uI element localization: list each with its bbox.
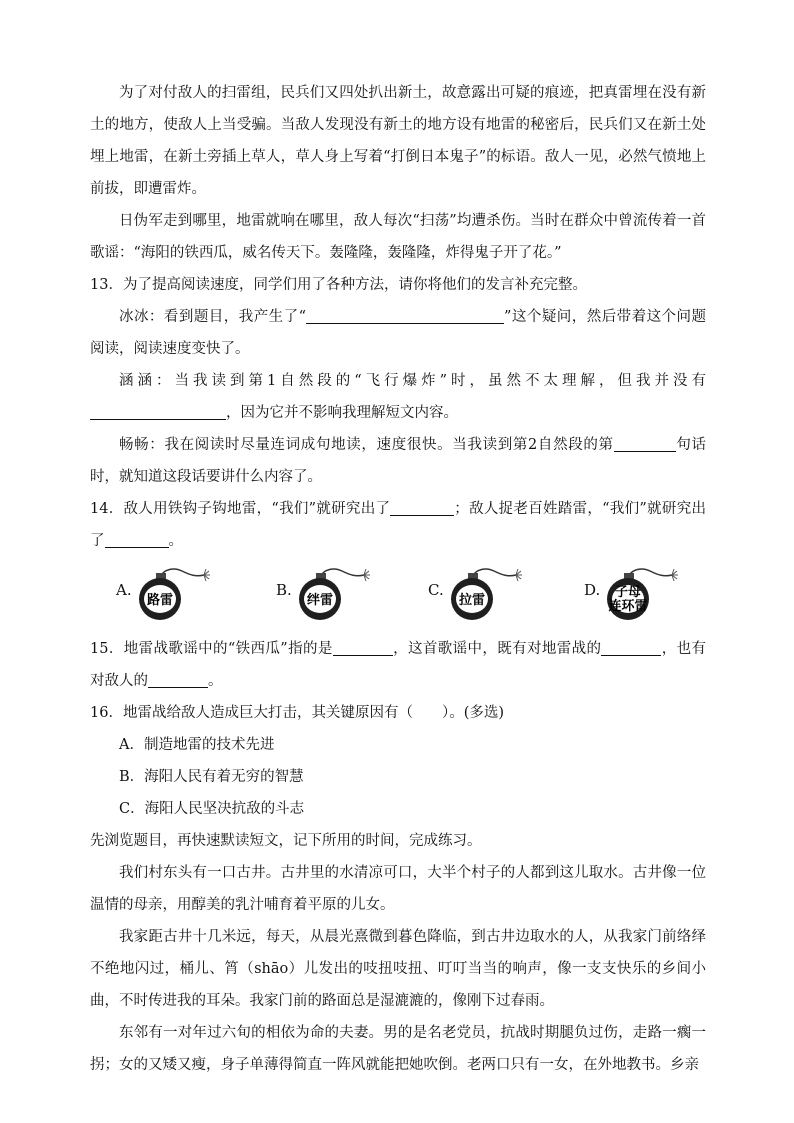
q16-option-b[interactable]: B．海阳人民有着无穷的智慧 xyxy=(119,769,304,785)
question-13-answer-b xyxy=(90,365,706,429)
q13b-text-before: 涵涵：当我读到第1自然段的“飞行爆炸”时，虽然不太理解，但我并没有 xyxy=(119,373,706,389)
q15-text-before: 15．地雷战歌谣中的“铁西瓜”指的是 xyxy=(90,641,333,657)
q14-text-before: 14．敌人用铁钩子钩地雷，“我们”就研究出了 xyxy=(90,501,391,517)
q14-answer-blank-1[interactable] xyxy=(390,499,454,516)
option-b-trip-mine[interactable] xyxy=(276,567,396,617)
question-14-stem xyxy=(90,493,706,557)
option-b-label: 绊雷 xyxy=(306,593,334,608)
q15-answer-blank-3[interactable] xyxy=(148,671,208,688)
option-a-road-mine[interactable] xyxy=(116,567,236,617)
question-13-stem: 13．为了提高阅读速度，同学们用了各种方法，请你将他们的发言补充完整。 xyxy=(90,277,587,293)
q16-option-a[interactable]: A．制造地雷的技术先进 xyxy=(119,737,275,753)
page-content xyxy=(90,77,706,1081)
q15-text-middle-1: ，这首歌谣中，既有对地雷战的 xyxy=(392,641,602,657)
landmine-icon xyxy=(602,567,682,619)
q15-answer-blank-2[interactable] xyxy=(601,639,661,656)
q13a-text-before: 冰冰：看到题目，我产生了“ xyxy=(119,309,307,325)
q15-text-middle-2: ，也有对敌人的 xyxy=(90,641,707,689)
q13a-answer-blank[interactable] xyxy=(306,307,504,324)
q16-option-c[interactable]: C．海阳人民坚决抗敌的斗志 xyxy=(119,801,305,817)
q13b-text-after: ，因为它并不影响我理解短文内容。 xyxy=(226,405,458,421)
option-c-label: 拉雷 xyxy=(458,593,486,608)
question-16-stem: 16．地雷战给敌人造成巨大打击，其关键原因有（ ）。(多选) xyxy=(90,705,505,721)
story1-paragraph-2: 日伪军走到哪里，地雷就响在哪里，敌人每次“扫荡”均遭杀伤。当时在群众中曾流传着一首歌谣：“海阳的铁西瓜，威名传天下。轰隆隆，轰隆隆，炸得鬼子开了花。” xyxy=(90,213,706,261)
option-d-label-line-2: 连环雷 xyxy=(608,599,648,614)
q15-answer-blank-1[interactable] xyxy=(333,639,393,656)
q15-text-after: 。 xyxy=(208,673,223,689)
q13b-answer-blank[interactable] xyxy=(90,403,226,420)
option-c-pull-mine[interactable] xyxy=(428,567,548,617)
story2-paragraph-1: 我们村东头有一口古井。古井里的水清凉可口，大半个村子的人都到这儿取水。古井像一位温情的母亲，用醇美的乳汁哺育着平原的儿女。 xyxy=(90,865,706,913)
story1-paragraph-1: 为了对付敌人的扫雷组，民兵们又四处扒出新土，故意露出可疑的痕迹，把真雷埋在没有新土的地方，使敌人上当受骗。当敌人发现没有新土的地方设有地雷的秘密后，民兵们又在新土处埋上地雷，在新土旁插上草人，草人身上写着“打倒日本鬼子”的标语。敌人一见，必然气愤地上前拔，即遭雷炸。 xyxy=(90,85,706,197)
option-b-letter: B. xyxy=(276,581,292,599)
q14-text-after: 。 xyxy=(168,533,183,549)
q13a-text-after: ”这个疑问，然后带着这个问题阅读，阅读速度变快了。 xyxy=(90,309,706,357)
story2-paragraph-2: 我家距古井十几米远，每天，从晨光熹微到暮色降临，到古井边取水的人，从我家门前络绎不绝地闪过，桶儿、筲（shāo）儿发出的吱扭吱扭、叮叮当当的响声，像一支支快乐的乡间小曲，不时传进我的耳朵。我家门前的路面总是湿漉漉的，像刚下过春雨。 xyxy=(90,929,706,1009)
landmine-icon xyxy=(134,567,214,619)
q14-text-middle: ；敌人捉老百姓踏雷，“我们”就研究出了 xyxy=(90,501,706,549)
q13c-text-before: 畅畅：我在阅读时尽量连词成句地读，速度很快。当我读到第2自然段的第 xyxy=(119,437,614,453)
option-a-label: 路雷 xyxy=(146,593,174,608)
q13c-answer-blank[interactable] xyxy=(614,435,676,452)
landmine-icon xyxy=(446,567,526,619)
option-d-chain-mine[interactable] xyxy=(584,567,704,617)
option-d-letter: D. xyxy=(584,581,601,599)
question-13-answer-a xyxy=(90,301,706,365)
q13c-text-after: 句话时，就知道这段话要讲什么内容了。 xyxy=(90,437,706,485)
question-13-answer-c xyxy=(90,429,706,493)
option-c-letter: C. xyxy=(428,581,444,599)
landmine-icon xyxy=(294,567,374,619)
reading-instruction: 先浏览题目，再快速默读短文，记下所用的时间，完成练习。 xyxy=(90,833,482,849)
q14-answer-blank-2[interactable] xyxy=(105,531,169,548)
story2-paragraph-3: 东邻有一对年过六旬的相依为命的夫妻。男的是名老党员，抗战时期腿负过伤，走路一瘸一拐；女的又矮又瘦，身子单薄得简直一阵风就能把她吹倒。老两口只有一女，在外地教书。乡亲 xyxy=(90,1025,706,1073)
question-15-stem xyxy=(90,633,706,697)
option-d-label-line-1: 子母 xyxy=(614,585,642,600)
question-14-options xyxy=(90,561,706,631)
option-a-letter: A. xyxy=(116,581,132,599)
